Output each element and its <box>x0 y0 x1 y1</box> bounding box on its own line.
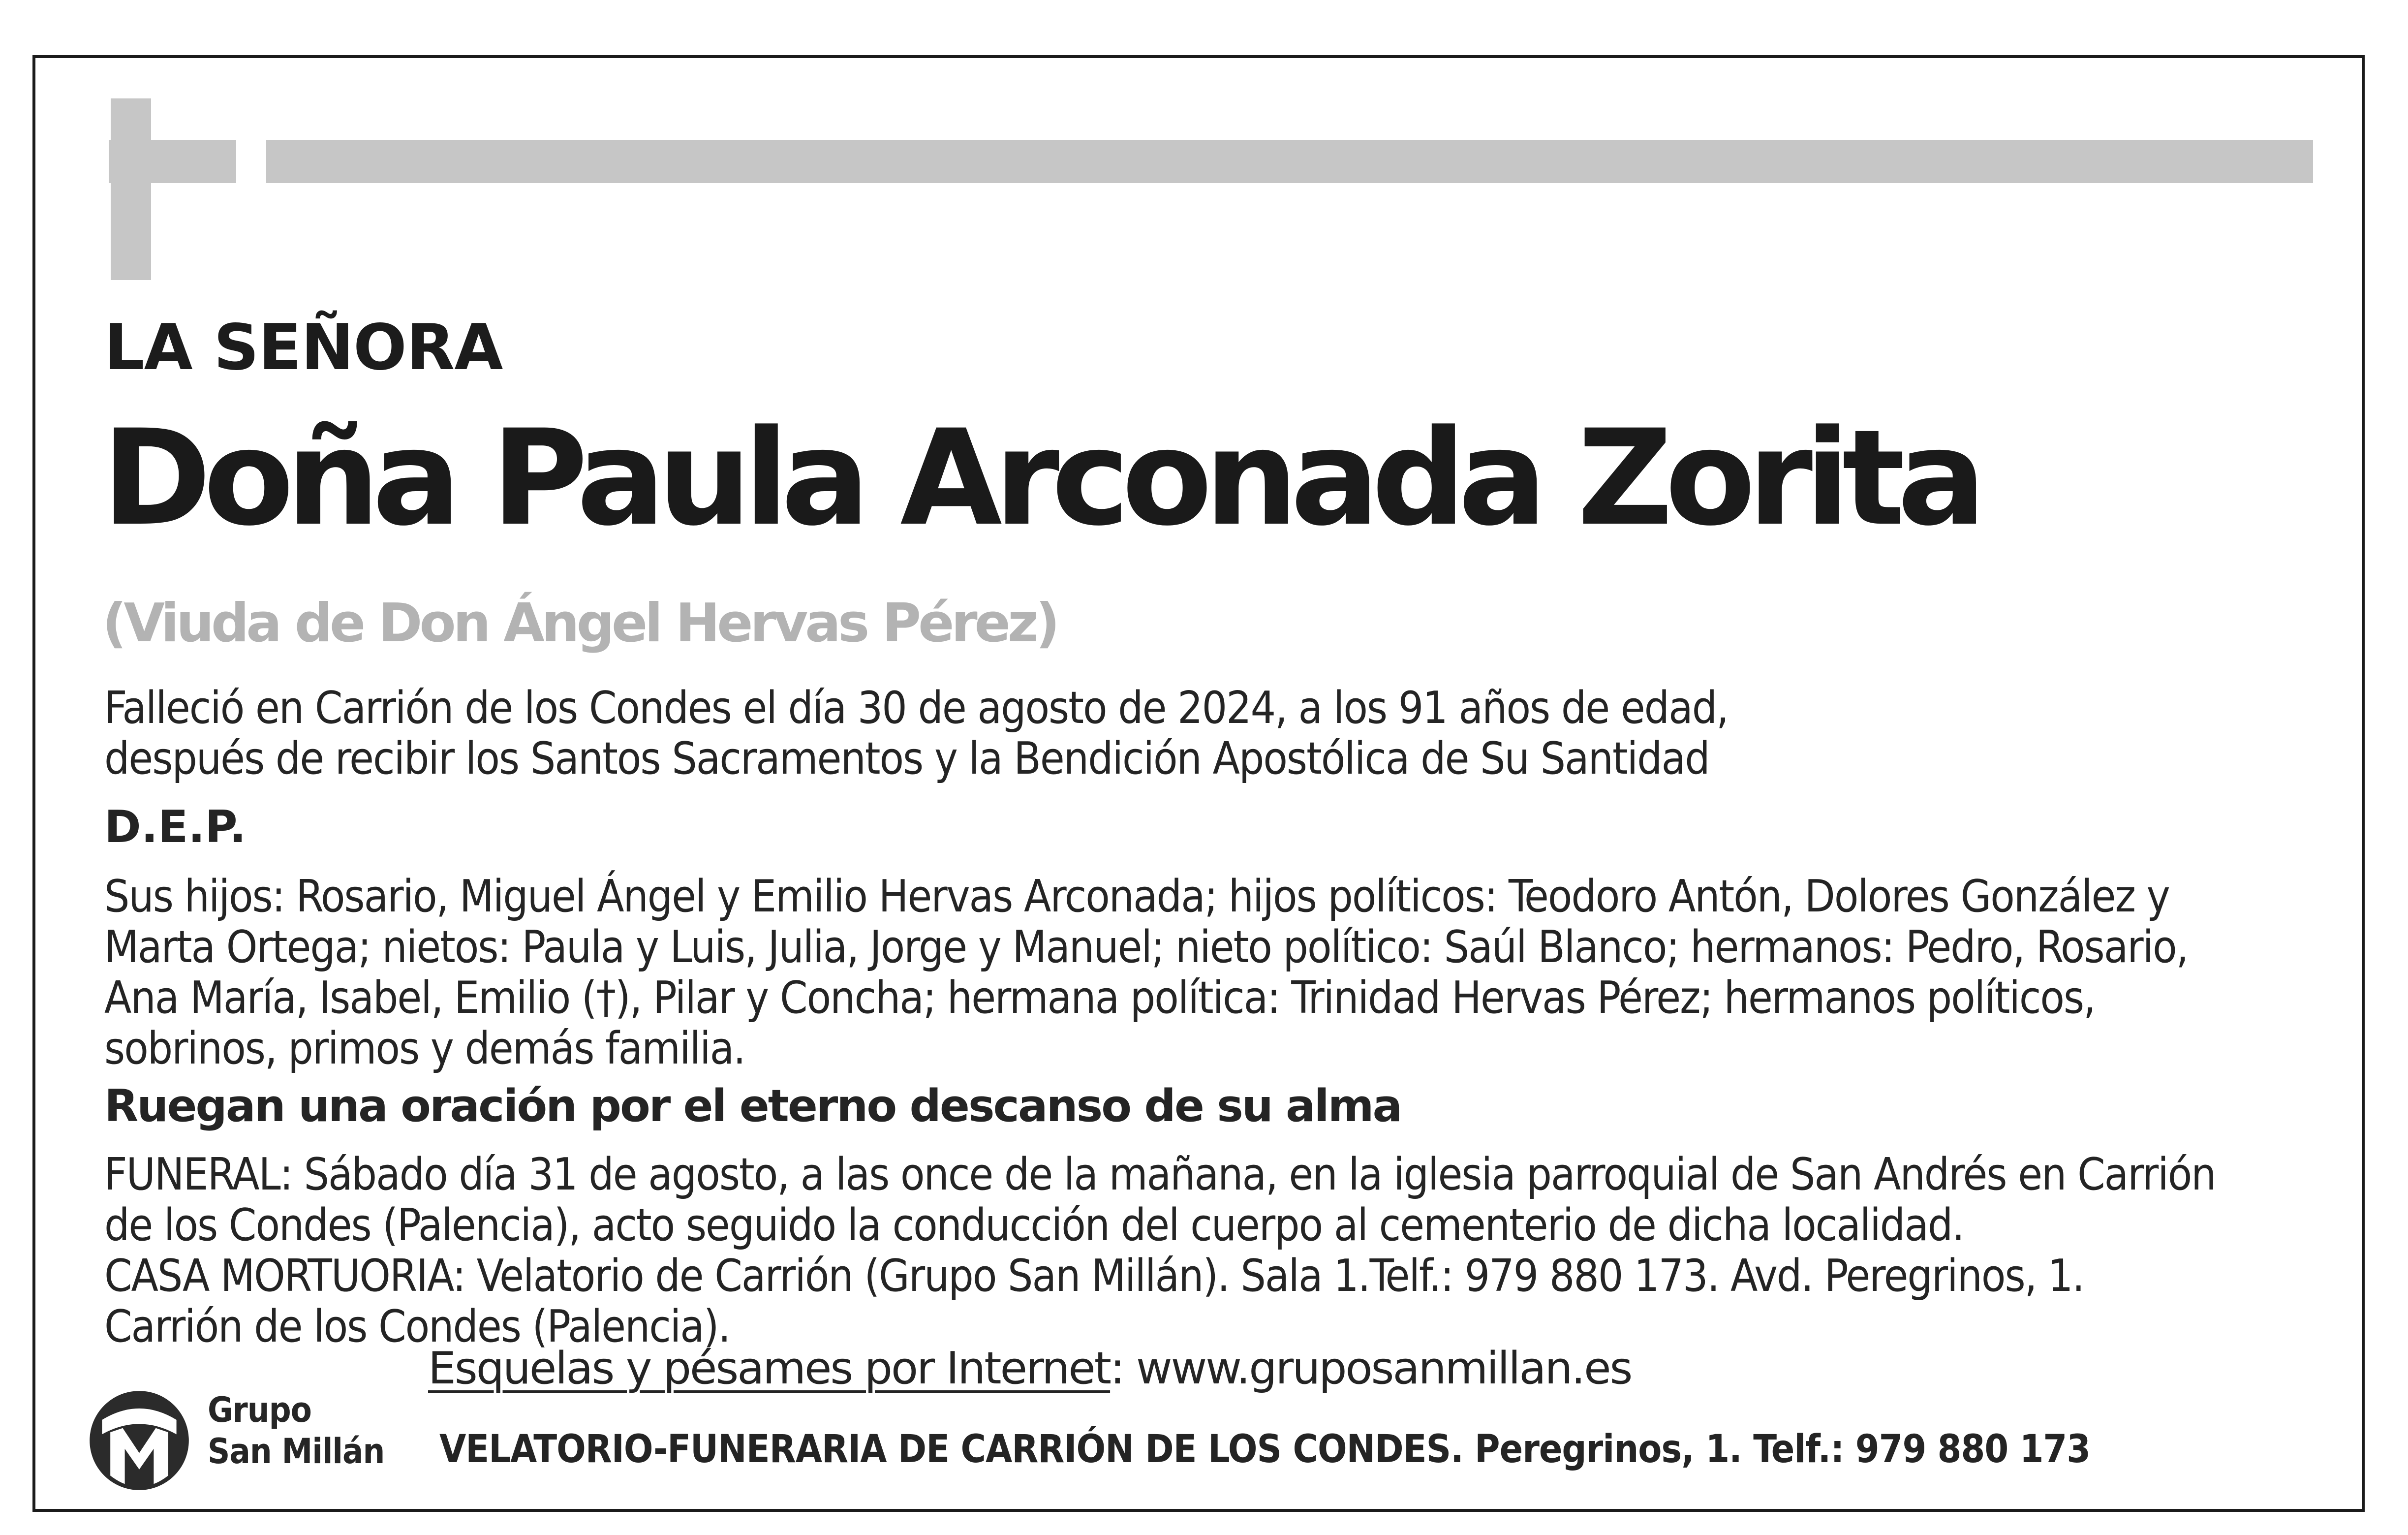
website-link[interactable]: www.gruposanmillan.es <box>1136 1343 1632 1394</box>
family-line: sobrinos, primos y demás familia. <box>104 1023 745 1074</box>
internet-line <box>428 1343 1631 1394</box>
funeral-line: Carrión de los Condes (Palencia). <box>104 1301 730 1352</box>
death-notice-line: Falleció en Carrión de los Condes el día 30 de agosto de 2024, a los 91 años de edad, <box>104 682 1728 734</box>
internet-label: Esquelas y pésames por Internet <box>428 1343 1111 1394</box>
family-line: Sus hijos: Rosario, Miguel Ángel y Emilio Hervas Arconada; hijos políticos: Teodoro Antón, Dolores González y <box>104 871 2169 922</box>
family-line: Ana María, Isabel, Emilio (†), Pilar y Concha; hermana política: Trinidad Hervas Pérez; hermanos políticos, <box>104 972 2095 1024</box>
logo-line: San Millán <box>208 1431 385 1472</box>
dep-label: D.E.P. <box>104 801 247 853</box>
honorific: LA SEÑORA <box>104 311 503 384</box>
widow-of: (Viuda de Don Ángel Hervas Pérez) <box>102 593 1057 654</box>
funeral-line: CASA MORTUORIA: Velatorio de Carrión (Grupo San Millán). Sala 1.Telf.: 979 880 173. Avd. Peregrinos, 1. <box>104 1250 2084 1302</box>
logo-line: Grupo <box>208 1390 311 1430</box>
funeral-home-footer: VELATORIO-FUNERARIA DE CARRIÓN DE LOS CONDES. Peregrinos, 1. Telf.: 979 880 173 <box>439 1427 2091 1472</box>
internet-separator: : <box>1110 1343 1137 1394</box>
family-list <box>104 871 2328 1074</box>
funeral-line: de los Condes (Palencia), acto seguido la conducción del cuerpo al cementerio de dicha localidad. <box>104 1199 1964 1251</box>
prayer-request: Ruegan una oración por el eterno descanso de su alma <box>104 1080 1401 1132</box>
death-notice-line: después de recibir los Santos Sacramentos y la Bendición Apostólica de Su Santidad <box>104 733 1709 784</box>
cross-icon-vertical <box>111 98 151 280</box>
logo-wordmark <box>208 1389 384 1472</box>
family-line: Marta Ortega; nietos: Paula y Luis, Julia, Jorge y Manuel; nieto político: Saúl Blanco; hermanos: Pedro, Rosario, <box>104 921 2188 973</box>
deceased-name: Doña Paula Arconada Zorita <box>102 402 1979 555</box>
grupo-san-millan-logo-icon <box>88 1389 191 1492</box>
header-bar <box>266 140 2313 183</box>
death-notice <box>104 683 2328 784</box>
funeral-line: FUNERAL: Sábado día 31 de agosto, a las once de la mañana, en la iglesia parroquial de San Andrés en Carrión <box>104 1149 2216 1200</box>
cross-icon-horizontal <box>109 140 236 183</box>
funeral-details <box>104 1149 2328 1352</box>
